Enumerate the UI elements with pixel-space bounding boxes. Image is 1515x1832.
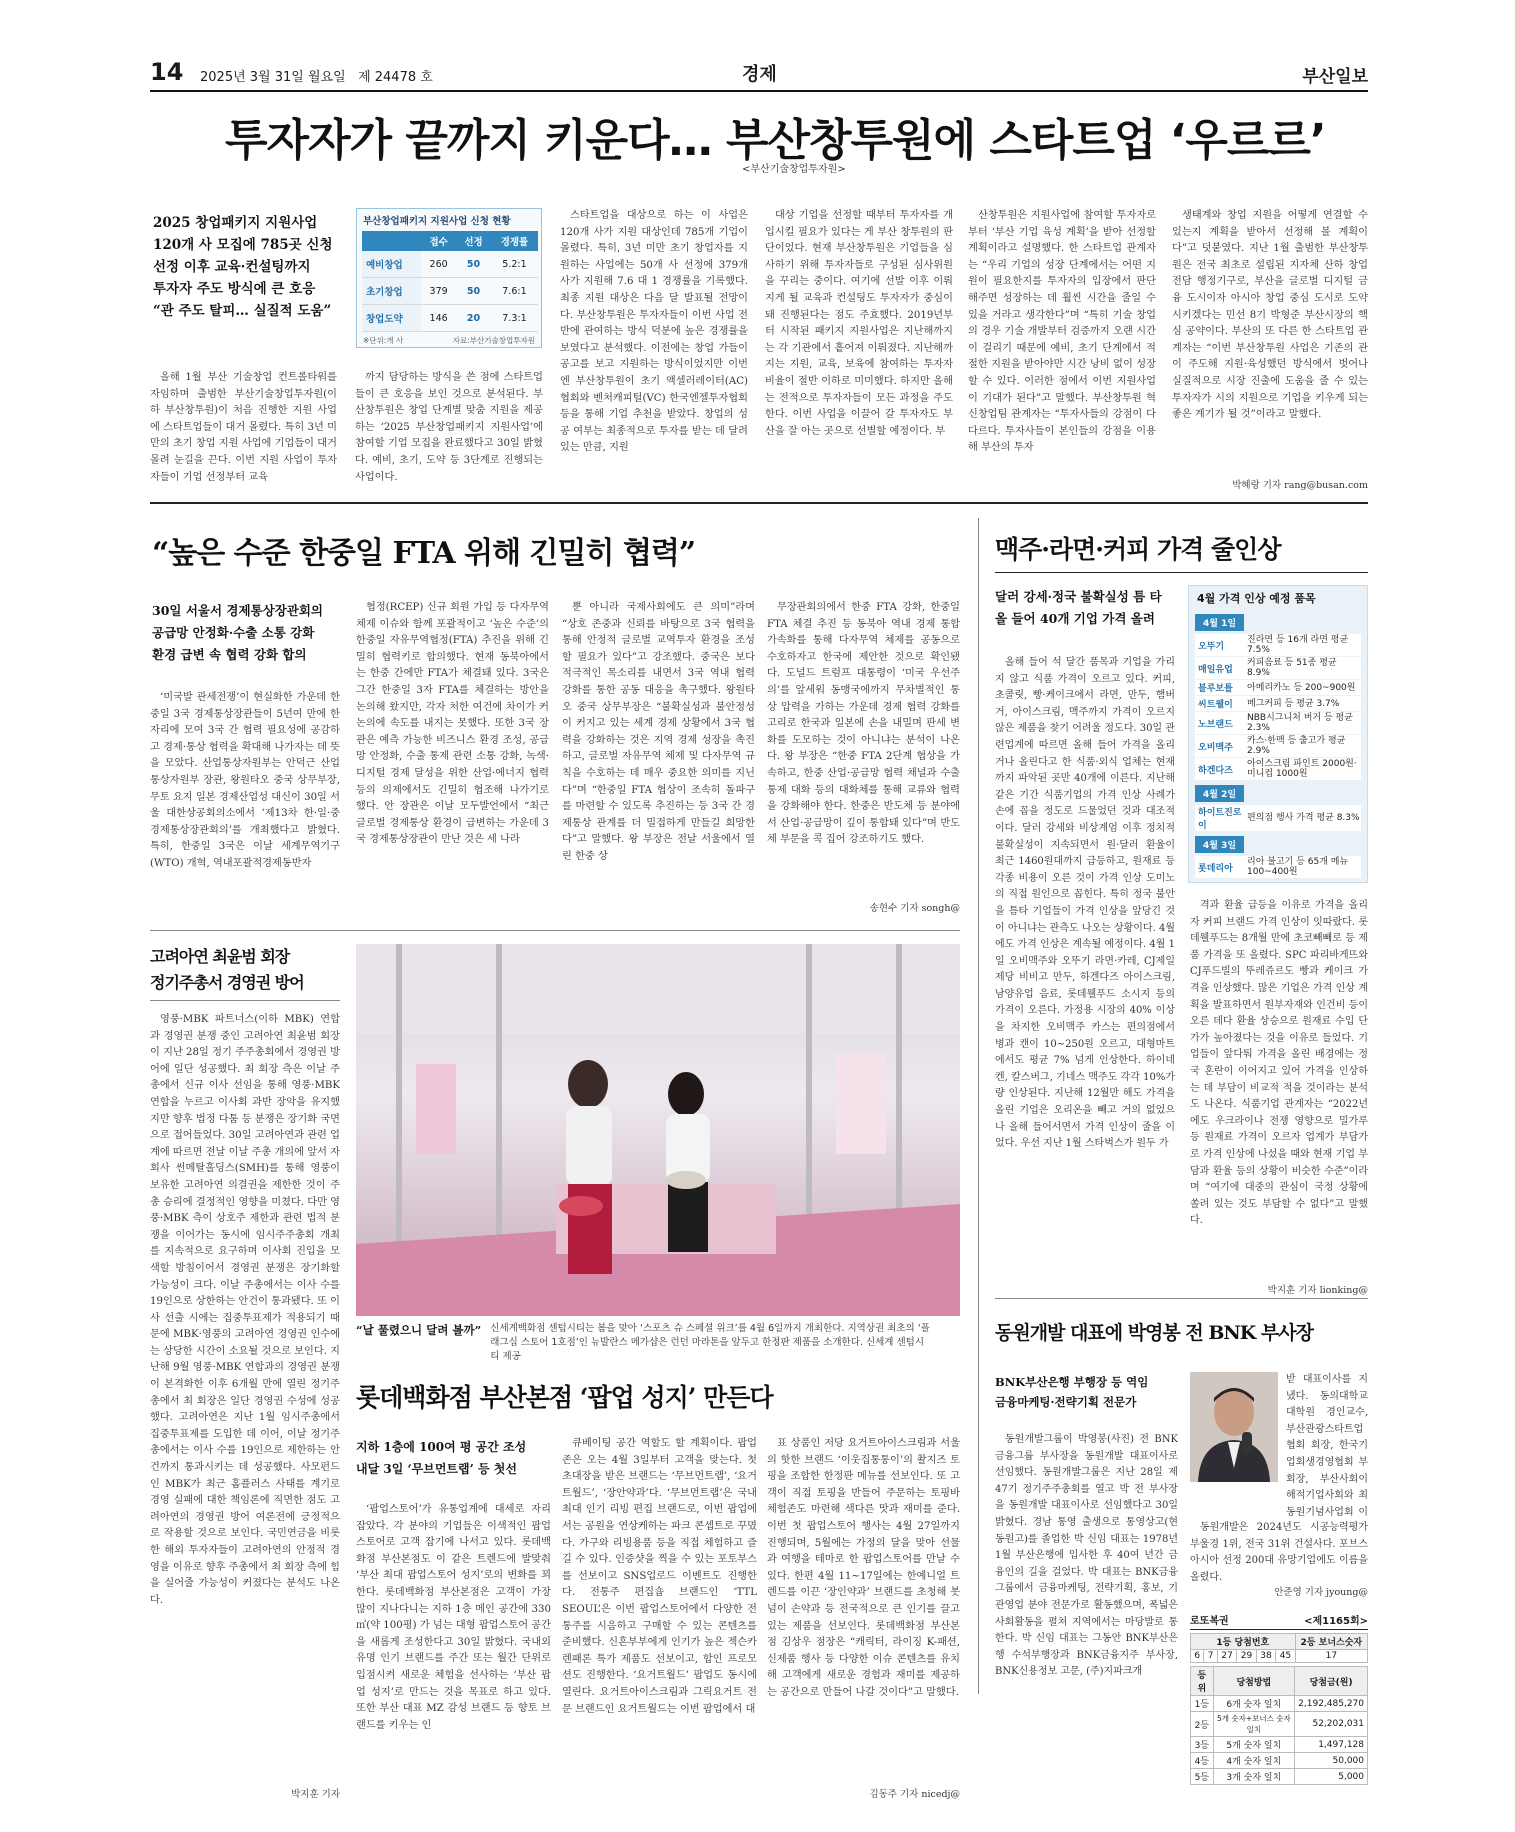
divider — [995, 1298, 1368, 1299]
dongwon-body: 동원개발그룹이 박영봉(사진) 전 BNK금융그룹 부사장을 동원개발 대표이사로 선임했다. 동원개발그룹은 지난 28일 제47기 정기주주총회를 열고 박 전 부사장을 동원개발 대표이사로 선임했다고 30일 밝혔다. 경남 통영 출생으로 통영상고(현 동원고)를 졸업한 박 신임 대표는 1978년 1월 부산은행에 입사한 후 40여 년간 금융인의 길을 걸었다. 박 대표는 BNK금융그룹에서 금융마케팅, 전략기획, 홍보, 기관영업 분야 전문가로 활동했으며, 폭넓은 사회활동을 펼쳐 지역에서는 마당발로 통한다. 박 신임 대표는 그동안 BNK부산은행 수석부행장과 BNK금융지주 부사장, BNK신용정보 고문, (주)지파크개 — [995, 1434, 1178, 1678]
price-date: 4월 3일 — [1195, 836, 1244, 853]
list-item: 하겐다즈 아이스크림 파인트 2000원·미니컵 1000원 — [1195, 758, 1361, 780]
application-table: 부산창업패키지 지원사업 신청 현황 접수 선정 경쟁률 예비창업 260 50 5.2:1 초기창업 379 50 7.6:1 창업도약 146 20 7.3:1 ※단위:개 사 자료:부산기술창업투자원 — [356, 208, 542, 348]
top-col-f: 생태계와 창업 지원을 어떻게 연결할 수 있는지 계획을 받아서 선정해 볼 계획이다”고 덧붙였다. 지난 1월 출범한 부산창투원은 전국 최초로 설립된 지자체 산하 창업 전담 행정기구로, 부산을 글로벌 디지털 금융 도시이자 아시아 창업 중심 도시로 도약시키겠다는 민선 8기 박형준 부산시장의 핵심 공약이다. 부산의 또 다른 한 스타트업 관계자는 “이번 부산창투원 사업은 기존의 관이 주도해 지원·육성했던 방식에서 벗어나 실질적으로 시장 진출에 도움을 줄 수 있는 투자자가 시의 지원으로 기업을 키우게 되는 좋은 계기가 될 것”이라고 말했다. — [1172, 210, 1368, 421]
top-subheads: 2025 창업패키지 지원사업 120개 사 모집에 785곳 신청 선정 이후 교육·컨설팅까지 투자자 주도 방식에 큰 호응 “관 주도 탈피… 실질적 도움” — [153, 215, 333, 319]
table-row: 2등 5개 숫자+보너스 숫자 일치 52,202,031 — [1191, 1712, 1368, 1737]
list-item: 오비맥주 카스·한맥 등 출고가 평균 2.9% — [1195, 735, 1361, 757]
lotte-col-c: 표 상품인 저당 요거트아이스크림과 서울의 핫한 브랜드 ‘이웃집통통이’의 촬지즈 토핑을 조합한 한정판 메뉴를 선보인다. 또 고객이 직접 토핑을 반들어 주문하는 토핑바 체험존도 마련해 색다른 맛과 재미를 준다. 이번 첫 팝업스토어 행사는 4월 27일까지 진행되며, 5월에는 가정의 달을 맞아 선물과 여행을 테마로 한 팝업스토어를 만날 수 있다. 한편 4월 11~17일에는 한예니얼 트렌드를 이끈 ‘장인약과’ 브랜드를 초청해 봇넘이 손약과 등 전국적으로 큰 인기를 끌고 있는 제품을 선보인다. 롯데백화점 부산본점 김상우 점장은 “캐릭터, 라이징 K-패션, 신제품 행사 등 다양한 이슈 콘텐츠를 유치해 고객에게 새로운 경험과 재미를 제공하는 공간으로 만들어 나갈 것이다”고 말했다. — [767, 1438, 960, 1698]
table-row: 5등 3개 숫자 일치 5,000 — [1191, 1769, 1368, 1785]
table-row: 초기창업 379 50 7.6:1 — [362, 278, 538, 305]
lotte-col-a: ‘팝업스토어’가 유통업계에 대세로 자리 잡았다. 각 분야의 기업들은 이색적인 팝업스토어로 고객 잡기에 나서고 있다. 롯데백화점 부산본점도 이 같은 트렌드에 발맞춰 ‘부산 최대 팝업스토어 성지’로의 변화를 꾀한다. 롯데백화점 부산본점은 고객이 가장 많이 지나다니는 지하 1층 메인 공간에 330㎡(약 100평) 가 넘는 대형 팝업스토어 공간을 새롭게 조성한다고 30일 밝혔다. 국내외 유명 인기 브랜드를 주간 또는 월간 단위로 입점시켜 새로운 체험을 선사하는 ‘부산 팝업 성지’로 만드는 것을 목표로 하고 있다. 또한 부산 대표 MZ 감성 브랜드 등 향토 브랜드를 키우는 인 — [356, 1504, 551, 1731]
table-row: 4등 4개 숫자 일치 50,000 — [1191, 1753, 1368, 1769]
price-headline: 맥주·라면·커피 가격 줄인상 — [995, 535, 1281, 564]
price-date: 4월 1일 — [1195, 614, 1244, 631]
list-item: 블루보틀 아메리카노 등 200~900원 — [1195, 680, 1361, 695]
table-row: 1등 6개 숫자 일치 2,192,485,270 — [1191, 1696, 1368, 1712]
dongwon-byline: 안준영 기자 jyoung@ — [1274, 1587, 1368, 1598]
lotte-subheads: 지하 1층에 100여 평 공간 조성 내달 3일 ‘무브먼트랩’ 등 첫선 — [356, 1440, 527, 1476]
portrait-photo — [1190, 1372, 1278, 1482]
divider — [995, 572, 1368, 573]
lotte-col-b: 큐베이팅 공간 역할도 할 계획이다. 팝업존은 오는 4월 3일부터 고객을 맞는다. 첫 초대장을 받은 브랜드는 ‘무브먼트랩’, ‘요거트월드’, ‘장안약과’다. ‘무브먼트랩’은 국내 최대 인기 리빙 편집 브랜드로, 이번 팝업에서는 공원을 연상케하는 파크 콘셉트로 꾸몄다. 가구와 리빙용품 등을 직접 체험하고 즐길 수 있다. 인증샷을 찍을 수 있는 포토부스를 선보이고 SNS업로드 이벤트도 진행한다. 전통주 편집숍 브랜드인 ‘TTL SEOUL’은 이번 팝업스토어에서 다양한 전통주를 시음하고 구매할 수 있는 콘텐츠를 준비했다. 신흔부부에게 인기가 높은 젝슨카렌패론 특가 제품도 선보이고, 합인 프로모션도 진행한다. ‘요거트월드’ 팝업도 동시에 열린다. 요거트아이스크림과 그릭요거트 전문 브랜드인 요거트월드는 이번 팝업에서 대 — [562, 1438, 757, 1715]
zinc-body: 영풍·MBK 파트너스(이하 MBK) 연합과 경영권 분쟁 중인 고려아연 최윤범 회장이 지난 28일 정기 주주총회에서 경영권 방어에 일단 성공했다. 최 회장 측은 이날 주총에서 신규 이사 선임을 통해 영풍·MBK 연합을 누르고 이사회 과반 장악을 유지했지만 향후 법정 다툼 등 분쟁은 장기화 국면으로 접어들었다. 30일 고려아연과 관련 업계에 따르면 전날 이날 주총 개의에 앞서 자회사 썬메탈홀딩스(SMH)를 통해 영풍이 보유한 고려아연 의결권을 제한한 것이 주총 승리에 결정적인 영향을 미쳤다. 다만 영풍·MBK 측이 상호주 제한과 관련 법적 분쟁을 이어가는 동시에 임시주주총회 개최를 지속적으로 요구하며 이사회 진입을 모색할 방침이어서 경영권 분쟁은 장기화할 가능성이 크다. 이날 주총에서는 이사 수를 19인으로 상한하는 안건이 통과됐다. 또 이사 선출 시에는 집중투표제가 적용되기 때문에 MBK·영풍의 고려아연 경영권 인수에는 상당한 시간이 소요될 것으로 보인다. 지난해 9월 영풍·MBK 연합과의 경영권 분쟁이 본격화한 이후 6개월 만에 열린 정기주총에서 최 회장은 일단 경영권 수성에 성공했다. 고려아연은 지난 1월 임시주총에서 집중투표제를 도입한 데 이어, 이날 정기주총에서는 이사 수를 19인으로 제한하는 안건까지 통과시키는 데 성공했다. 사모펀드인 MBK가 최근 홈플러스 사태를 계기로 경영 실패에 대한 책임론에 직면한 점도 고려아연의 경영권 방어 여론전에 긍정적으로 작용할 것으로 보인다. 국민연금을 비롯한 해외 투자자들이 고려아연의 안정적 경영을 이유로 향후 주총에서 최 회장 측에 힘을 실어줄 가능성이 커졌다는 분석도 나온다. — [150, 1014, 340, 1606]
price-byline: 박지훈 기자 lionking@ — [1267, 1285, 1368, 1296]
table-title: 부산창업패키지 지원사업 신청 현황 — [363, 216, 511, 227]
table-unit: ※단위:개 사 — [363, 336, 404, 345]
column-divider — [978, 518, 979, 1694]
list-item: 하이트진로이 편의점 행사 가격 평균 8.3% — [1195, 805, 1361, 831]
fta-subheads: 30일 서울서 경제통상장관회의 공급망 안정화·수출 소통 강화 환경 급변 속 협력 강화 합의 — [152, 603, 323, 662]
photo-caption-title: “날 풀렸으니 달려 볼까” — [356, 1323, 482, 1337]
top-byline: 박혜랑 기자 rang@busan.com — [1232, 480, 1368, 491]
price-box-title: 4월 가격 인상 예정 품목 — [1197, 592, 1316, 605]
fta-headline: “높은 수준 한중일 FTA 위해 긴밀히 협력” — [152, 536, 696, 571]
store-photo-illustration — [356, 944, 960, 1316]
page-number: 14 — [150, 58, 184, 86]
top-col-b: 까지 담당하는 방식을 쓴 점에 스타트업들이 큰 호응을 보인 것으로 분석된다. 부산창투원은 창업 단계별 맞춤 지원을 제공하는 ‘2025 부산창업패키지 지원사업’에 참여할 기업 모집을 완료했다고 30일 밝혔다. 예비, 초기, 도약 등 3단계로 진행되는 사업이다. — [355, 372, 543, 482]
price-col-b: 격과 환율 급등을 이유로 가격을 올리자 커피 브랜드 가격 인상이 잇따랐다. 롯데웰푸드는 8개월 만에 초코빼빼로 등 제품 가격을 또 올렸다. SPC 파리바게뜨와 CJ푸드빌의 뚜레쥬르도 빵과 케이크 가격을 인상했다. 많은 기업은 가격 인상 계획을 발표하면서 원부자재와 인건비 등이 오른 데다 환율 상승으로 원재료 수입 단가가 높아졌다는 것을 이유로 들었다. 기업들이 앞다퉈 가격을 올린 배경에는 정국 혼란이 이어지고 있어 가격을 인상하는 데 부담이 비교적 적을 것이라는 분석도 나온다. 식품기업 관계자는 “2022년에도 우크라이나 전쟁 영향으로 밀가루 등 원재료 가격이 오르자 업계가 부담가로 가격 인상에 나섰을 때와 현재 기업 부담과 환율 등의 상황이 비슷한 수준”이라며 “여기에 대중의 관심이 국정 상황에 쏠려 있는 것도 부담할 수 없다”고 말했다. — [1190, 900, 1368, 1227]
top-credit: <부산기술창업투자원> — [742, 164, 846, 175]
price-hike-box — [1188, 585, 1368, 883]
list-item: 매일유업 커피음료 등 51종 평균 8.9% — [1195, 657, 1361, 679]
price-date: 4월 2일 — [1195, 785, 1244, 802]
divider — [150, 502, 1368, 504]
table-row: 창업도약 146 20 7.3:1 — [362, 305, 538, 332]
dongwon-headline: 동원개발 대표에 박영봉 전 BNK 부사장 — [995, 1322, 1313, 1344]
divider — [150, 930, 960, 931]
dongwon-col-right: 받 대표이사를 지냈다. 동의대학교 대학원 경인교수, 부산관광스타트업협회 회장, 한국기업회생경영협회 부회장, 부산사회이해적기업사회와 최동원기념사업회 이 — [1286, 1374, 1368, 1518]
issue-date: 2025년 3월 31일 월요일 제 24478 호 — [200, 70, 433, 85]
lotto-numbers: 6 7 27 29 38 45 17 — [1191, 1650, 1368, 1663]
zinc-headline: 고려아연 최윤범 회장 정기주총서 경영권 방어 — [150, 947, 304, 992]
list-item: 씨트웰이 메그커피 등 평균 3.7% — [1195, 696, 1361, 711]
dongwon-body2: 동원개발은 2024년도 시공능력평가 부울경 1위, 전국 31위 건설사다. 포브스아시아 선정 200대 유망기업에도 이름을 올렸다. — [1190, 1522, 1368, 1582]
lotte-byline: 김동주 기자 nicedj@ — [869, 1789, 960, 1800]
list-item: 롯데리아 리아 불고기 등 65개 메뉴 100~400원 — [1195, 856, 1361, 878]
lotte-headline: 롯데백화점 부산본점 ‘팝업 성지’ 만든다 — [356, 1383, 773, 1412]
list-item: 오뚜기 진라면 등 16개 라면 평균 7.5% — [1195, 634, 1361, 656]
top-headline: 투자자가 끝까지 키운다… 부산창투원에 스타트업 ‘우르르’ — [225, 115, 1326, 166]
top-col-a: 올해 1월 부산 기술창업 컨트롤타워를 자임하며 출범한 부산기술창업투자원(이하 부산창투원)이 처음 진행한 지원 사업에 스타트업들이 대거 몰렸다. 특히 3년 미만의 초기 창업 지원 사업에 기업들이 대거 몰려 눈길을 끈다. 이번 지원 사업이 투자자들이 기업 선정부터 교육 — [150, 372, 337, 482]
price-col-a: 올해 들어 석 달간 품목과 기업을 가리지 않고 식품 가격이 오르고 있다. 커피, 초콜릿, 빵·케이크에서 라면, 만두, 햄버거, 아이스크림, 맥주까지 가격이 오르지 않은 제품을 찾기 어려울 정도다. 30일 관련업계에 따르면 올해 들어 가격을 올리거나 올린다고 한 식품·외식 업체는 현재까지 파악된 곳만 40개에 이른다. 지난해 같은 기간 식품기업의 가격 인상 사례가 손에 꼽을 정도로 드물었던 것과 대조적이다. 달러 강세와 비상계엄 이후 정치적 불확실성이 지속되면서 원·달러 환율이 최근 1460원대까지 급등하고, 원재료 등 각종 비용이 오른 것이 가격 인상 도미노의 직접 원인으로 꼽힌다. 특히 정국 불안을 틈타 기업들이 가격 인상을 앞당긴 것이 아니냐는 관측도 나오는 상황이다. 4월에도 가격 인상은 계속될 예정이다. 4월 1일 오비맥주와 오뚜기 라면·카레, CJ제일제당 비비고 만두, 하겐다즈 아이스크림, 남양유업 음료, 롯데웰푸드 소시지 등의 가격이 오른다. 가정용 시장의 40% 이상을 차지한 오비맥주 카스는 편의점에서 병과 캔이 10~250원 오르고, 대형마트에서도 평균 7% 넘게 인상한다. 하이네켄, 칼스버그, 기네스 맥주도 각각 10%가량 인상된다. 지난해 12월만 해도 가격을 올린 기업은 오리온을 빼고 거의 없었으나 올해 들어서면서 가격 인상이 줄을 이었다. 우선 지난 1월 스타벅스가 원두 가 — [995, 657, 1175, 1150]
fta-col-d: 무장관회의에서 한중 FTA 강화, 한중일 FTA 체결 추진 등 동북아 역내 경제 통합 가속화를 통해 다자무역 체제를 공동으로 수호하자고 한국에 제안한 것으로 확인됐다. 도널드 트럼프 대통령이 ‘미국 우선주의’를 앞세워 동맹국에까지 무차별적인 통상 압력을 가하는 가운데 경제 협력 강화를 고리로 한국과 일본에 손을 내밀며 판세 변화를 도모하는 것이 아니냐는 분석이 나온다. 왕 부장은 “한중 FTA 2단계 협상을 가속하고, 한중 산업·공급망 협력 채널과 수출 통제 대화 등의 대화체를 통해 교류와 협력을 강화해야 한다. 한중은 반도체 등 분야에서 산업·공급망이 깊이 통합돼 있다”며 반도체 부문을 콕 집어 강조하기도 했다. — [767, 602, 960, 846]
fta-col-a: ‘미국발 관세전쟁’이 현실화한 가운데 한중일 3국 경제통상장관들이 5년여 만에 한자리에 모여 3국 간 협력 필요성에 공감하고 경제·통상 협력을 확대해 나가자는 데 뜻을 모았다. 산업통상자원부는 안덕근 산업통상자원부 장관, 왕원타오 중국 상무부장, 무토 요지 일본 경제산업성 대신이 30일 서울 대한상공회의소에서 ‘제13차 한·일·중 경제통상장관회의’를 개최했다고 밝혔다. 특히, 한중일 3국은 이날 세계무역기구(WTO) 개혁, 역내포괄적경제동반자 — [150, 692, 340, 869]
lotto-round: <제1165회> — [1304, 1616, 1368, 1627]
price-subheads: 달러 강세·정국 불확실성 틈 타 올 들어 40개 기업 가격 올려 — [995, 589, 1162, 626]
top-col-d: 대상 기업을 선정할 때부터 투자자를 개입시킬 필요가 있다는 게 부산 창투원의 판단이었다. 현재 부산창투원은 기업들을 심사하기 위해 투자자들로 구성된 심사위원을 꾸리는 중이다. 여기에 선발 이후 이뤄지게 될 교육과 컨설팅도 투자자가 중심이 돼 진행된다는 점도 주효했다. 2019년부터 시작된 패키지 지원사업은 지난해까지는 각 기관에서 흩어져 이뤄졌다. 지난해까지는 지원, 교육, 보육에 참여하는 투자자 비율이 절반 이하로 미미했다. 하지만 올해는 전적으로 투자자들이 모든 과정을 주도한다. 이번 사업을 이끌어 갈 투자자도 부산을 잘 아는 곳으로 선별할 예정이다. 부 — [765, 210, 953, 437]
lotto-title: 로또복권 — [1190, 1616, 1229, 1627]
lotto-box: 로또복권 <제1165회> 1등 당첨번호 2등 보너스숫자 6 7 27 29 38 45 17 등위 당첨방법 당첨금(원) 1등 6개 숫자 일치 2,192,485,270 2등 5개 숫자+보너스 숫자 일치 52,202,031 3등 5개 숫자 일치 1,497,128 4등 4개 숫자 일치 50,000 5등 3개 숫자 일치 5,000 — [1190, 1612, 1368, 1785]
divider — [150, 1000, 340, 1001]
zinc-byline: 박지훈 기자 — [291, 1789, 340, 1800]
table-row: 예비창업 260 50 5.2:1 — [362, 251, 538, 278]
table-source: 자료:부산기술창업투자원 — [452, 336, 535, 345]
dongwon-subheads: BNK부산은행 부행장 등 역임 금융마케팅·전략기획 전문가 — [995, 1375, 1149, 1409]
top-col-e: 산창투원은 지원사업에 참여할 투자자로부터 ‘부산 기업 육성 계획’을 받아 선정할 계획이라고 설명했다. 한 스타트업 관계자는 “우리 기업의 성장 단계에서는 어떤 지원이 필요한지를 투자자의 입장에서 판단해주면 성장하는 데 훨씬 시간을 줄일 수 있을 거라고 생각한다”며 “특히 기술 창업의 경우 기술 개발부터 검증까지 오랜 시간이 걸리기 때문에 예비, 초기 단계에서 적절한 지원을 받아야만 시간 낭비 없이 성장할 수 있다. 이러한 점에서 이번 지원사업이 기대가 된다”고 말했다. 부산창투원 혁신창업팀 관계자는 “투자사들의 강점이 다 다르다. 투자사들이 본인들의 강점을 이용해 부산의 투자 — [968, 210, 1156, 454]
table-row: 3등 5개 숫자 일치 1,497,128 — [1191, 1737, 1368, 1753]
section-name: 경제 — [742, 64, 777, 85]
top-col-c: 스타트업을 대상으로 하는 이 사업은 120개 사가 지원 대상인데 785개 기업이 몰렸다. 특히, 3년 미만 초기 창업자를 지원하는 사업에는 50개 사 선정에 379개 사가 지원해 7.6 대 1 경쟁률을 기록했다. 최종 지원 대상은 다음 달 발표될 전망이다. 부산창투원은 투자자들이 이번 사업 전반에 관여하는 방식 덕분에 높은 경쟁률을 보였다고 분석했다. 이전에는 창업 가들이 공고를 보고 지원하는 방식이었지만 이번엔 부산창투원이 초기 액셀러레이터(AC) 협회와 벤처캐피털(VC) 한국엔젤투자협회 등을 통해 기업 추천을 받았다. 창업의 성공 여부는 최종적으로 투자를 받는 데 달려있는 만큼, 지원 — [560, 210, 748, 454]
fta-byline: 송현수 기자 songh@ — [869, 903, 960, 914]
photo-caption: “날 풀렸으니 달려 볼까” 신세계백화점 센텀시티는 봄을 맞아 ‘스포츠 슈 스페셜 위크’를 4월 6일까지 개최한다. 지역상권 최초의 ‘플래그십 스토어 1호점’인 뉴발란스 메가샵은 런던 마라톤을 앞두고 한정판 제품을 소개한다. 신세계 센텀시티 제공 — [356, 1323, 930, 1362]
list-item: 노브랜드 NBB시그니처 버거 등 평균 2.3% — [1195, 712, 1361, 734]
folio-bar — [150, 60, 1368, 92]
fta-col-c: 뿐 아니라 국제사회에도 큰 의미”라며 “상호 존중과 신뢰를 바탕으로 3국 협력을 통해 안정적 글로벌 교역투자 환경을 조성할 필요가 있다”고 강조했다. 중국은 보다 적극적인 목소리를 내면서 3국 역내 협력 강화를 통한 공동 대응을 촉구했다. 왕원타오 중국 상무부장은 “불확실성과 불안정성이 커지고 있는 세계 경제 상황에서 3국 협력을 강화하는 것은 지역 경제 성장을 촉진하고, 글로벌 자유무역 체제 및 다자무역 규칙을 수호하는 데 매우 중요한 의미를 지닌다”며 “한중일 FTA 협상이 조속히 돌파구를 마련할 수 있도록 추진하는 등 3국 간 경제통상 관계를 더 밀접하게 만들길 희망한다”고 말했다. 왕 부장은 전날 서울에서 열린 한중 상 — [562, 602, 755, 862]
portrait-illustration — [1190, 1372, 1278, 1482]
store-photo — [356, 944, 960, 1316]
fta-col-b: 협정(RCEP) 신규 회원 가입 등 다자무역 체제 이슈와 함께 포괄적이고 ‘높은 수준’의 한중일 자유무역협정(FTA) 추진을 위해 긴밀히 협력키로 합의했다. 현재 동북아에서는 한중 간에만 FTA가 체결돼 있다. 3국은 그간 한중일 3자 FTA를 체결하는 방안을 논의해 왔지만, 각자 처한 여건에 차이가 커 논의에 속도를 내지는 못했다. 또한 3국 장관은 예측 가능한 비즈니스 환경 조성, 공급망 안정화, 수출 통제 관련 소통 강화, 녹색·디지털 경제 달성을 위한 산업·에너지 협력 등의 의제에서도 긴밀히 협조해 나가기로 했다. 안 장관은 이날 모두발언에서 “최근 글로벌 경제통상 환경이 급변하는 가운데 3국 경제통상장관이 만난 것은 세 나라 — [356, 602, 549, 846]
newspaper-brand: 부산일보 — [1302, 67, 1368, 87]
